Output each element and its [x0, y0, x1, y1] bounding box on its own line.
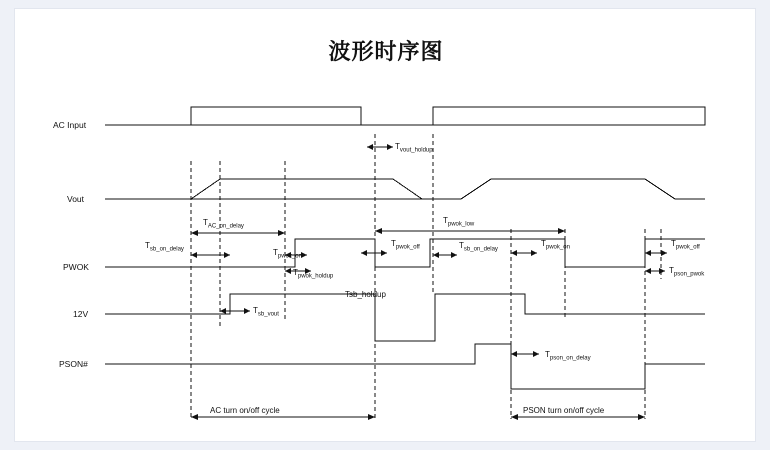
pwok-waveform — [191, 239, 705, 267]
arrow-sb-on-delay-left — [191, 252, 230, 258]
arrow-pwok-off-right — [645, 250, 667, 256]
timing-diagram — [45, 79, 725, 429]
timing-label-ac-on-delay: $T_{AC\_on\_delay}$ — [203, 218, 244, 230]
arrow-sb-vout — [220, 308, 250, 314]
arrow-ac-on-delay — [191, 230, 285, 236]
signal-label-ac-input: AC Input — [53, 120, 87, 130]
diagram-card — [14, 8, 756, 442]
timing-label-pwok-on-left: $T_{pwok\_on}$ — [273, 248, 302, 260]
arrow-pson-on-delay — [511, 351, 539, 357]
timing-label-sb-holdup: Tsb_holdup — [345, 290, 386, 299]
arrow-pwok-off-left — [361, 250, 387, 256]
measurement-arrows — [191, 144, 667, 420]
cycle-label-pson: PSON turn on/off cycle — [523, 406, 605, 415]
timing-label-pwok-off-left: $T_{pwok\_off}$ — [391, 239, 420, 251]
signal-label-pwok: PWOK — [63, 262, 89, 272]
timing-label-sb-vout: $T_{sb\_vout}$ — [253, 306, 279, 318]
timing-label-vout-holdup: $T_{vout\_holdup}$ — [395, 142, 433, 154]
page-title: 波形时序图 — [328, 39, 444, 64]
timing-label-pwok-off-right: $T_{pwok\_off}$ — [671, 239, 700, 251]
vout-pulse-1 — [191, 179, 422, 199]
timing-diagram-svg — [45, 79, 725, 429]
ac-input-pulse-1 — [191, 107, 361, 125]
timing-label-pson-pwok: $T_{pson\_pwok}$ — [669, 266, 705, 278]
timing-label-pwok-low: $T_{pwok\_low}$ — [443, 216, 475, 228]
arrow-sb-on-delay-right — [433, 252, 457, 258]
signal-label-vout: Vout — [67, 194, 85, 204]
vout-pulse-2 — [461, 179, 705, 199]
timing-label-pwok-on-right: $T_{pwok\_on}$ — [541, 239, 570, 251]
timing-label-pwok-holdup: $T_{pwok\_holdup}$ — [293, 268, 334, 280]
ac-input-pulse-2 — [433, 107, 705, 125]
signal-label-pson: PSON# — [59, 359, 88, 369]
timing-label-pson-on-delay: $T_{pson\_on\_delay}$ — [545, 350, 591, 362]
arrow-pwok-on-right — [511, 250, 537, 256]
cycle-label-ac: AC turn on/off cycle — [210, 406, 280, 415]
arrow-vout-holdup — [367, 144, 393, 150]
arrow-pson-pwok — [645, 268, 665, 274]
timing-label-sb-on-delay-right: $T_{sb\_on\_delay}$ — [459, 241, 498, 253]
pson-waveform — [191, 344, 705, 389]
timing-label-sb-on-delay-left: $T_{sb\_on\_delay}$ — [145, 241, 184, 253]
arrow-pwok-low — [375, 228, 565, 234]
signal-label-12v: 12V — [73, 309, 89, 319]
